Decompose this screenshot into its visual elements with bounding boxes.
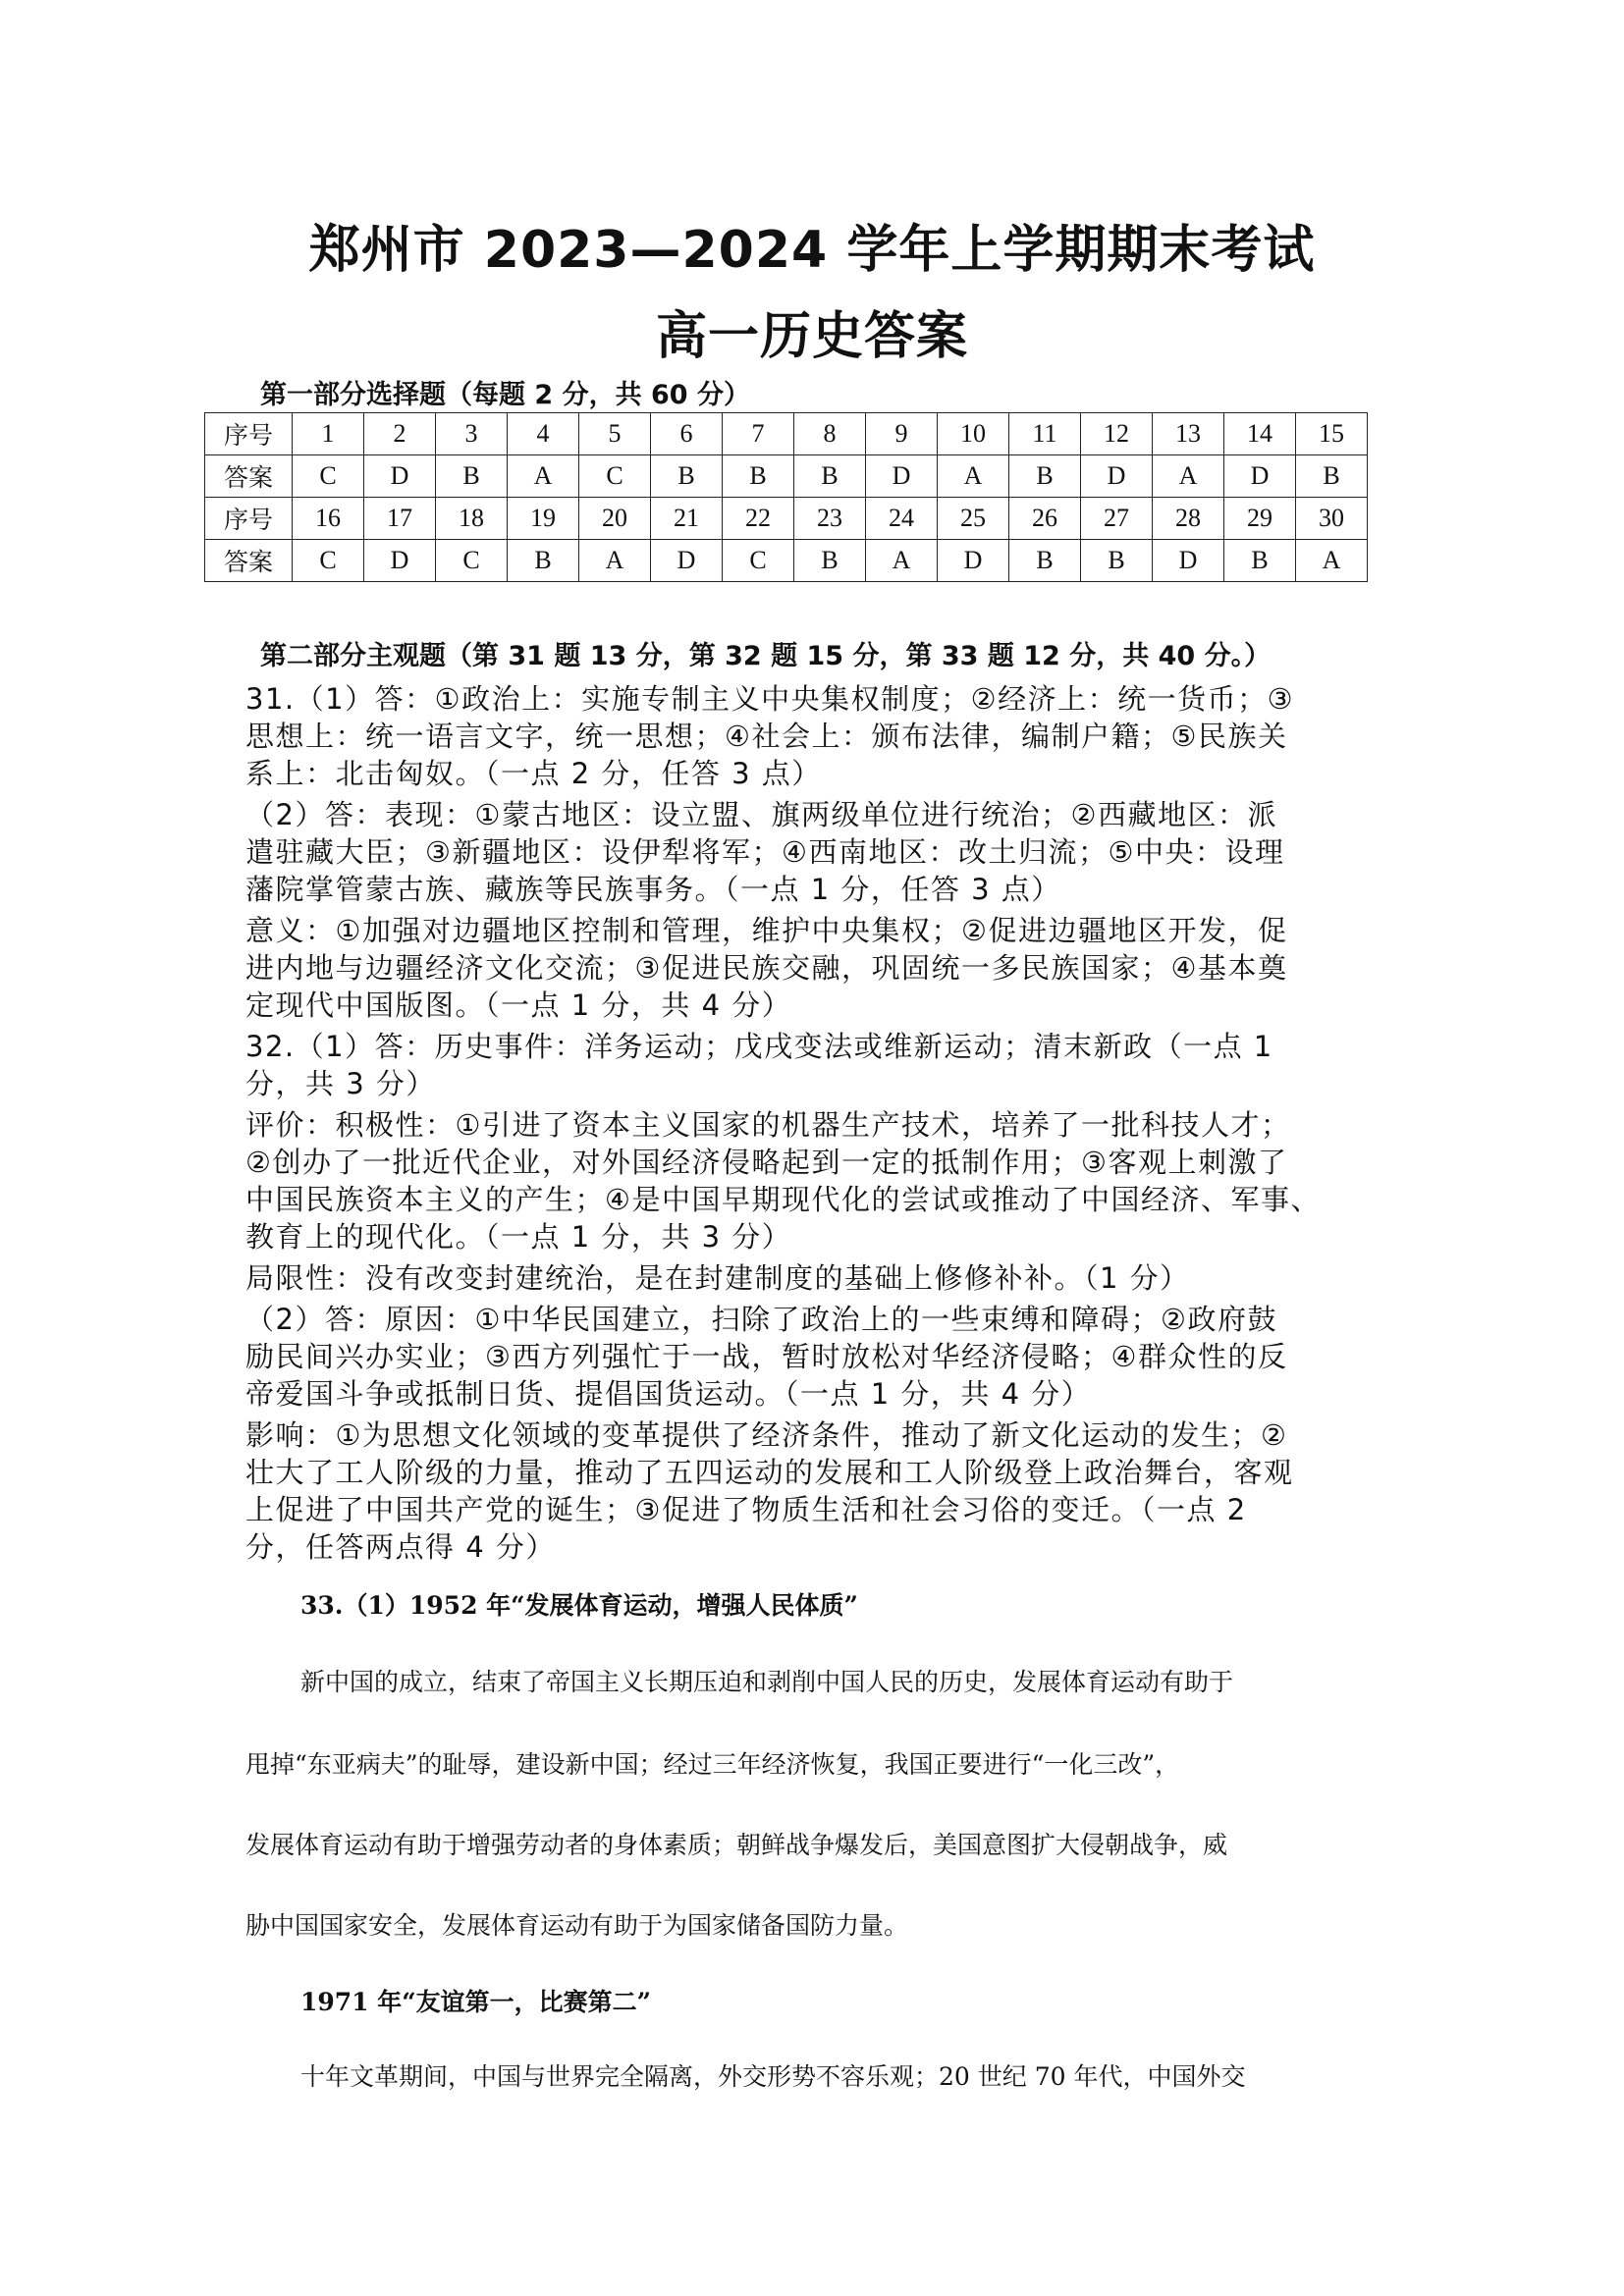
question-number-cell: 5 [579, 413, 651, 455]
question-number-cell: 24 [866, 498, 938, 540]
question-number-cell: 11 [1009, 413, 1081, 455]
answer-line: 分，共 3 分） [245, 1067, 436, 1100]
exam-subtitle: 高一历史答案 [655, 307, 968, 366]
answer-cell: B [1081, 540, 1153, 582]
answer-line: 励民间兴办实业；③西方列强忙于一战，暂时放松对华经济侵略；④群众性的反 [245, 1340, 1288, 1373]
answer-cell: A [1153, 455, 1224, 498]
answer-cell: B [508, 540, 579, 582]
question-number-cell: 15 [1296, 413, 1368, 455]
answer-table [204, 412, 1368, 582]
answer-line: 31.（1）答：①政治上：实施专制主义中央集权制度；②经济上：统一货币；③ [245, 682, 1295, 716]
answer-cell: D [651, 540, 723, 582]
question-number-cell: 8 [794, 413, 866, 455]
question-number-cell: 25 [938, 498, 1009, 540]
answer-line: 遣驻藏大臣；③新疆地区：设伊犁将军；④西南地区：改土归流；⑤中央：设理 [245, 835, 1285, 869]
row-header: 序号 [205, 498, 293, 540]
question-number-cell: 28 [1153, 498, 1224, 540]
exam-title: 郑州市 2023—2024 学年上学期期末考试 [308, 221, 1316, 280]
answer-cell: B [1009, 455, 1081, 498]
q33-paragraph-line: 胁中国国家安全，发展体育运动有助于为国家储备国防力量。 [245, 1911, 909, 1940]
question-number-cell: 2 [364, 413, 436, 455]
answer-cell: A [508, 455, 579, 498]
answer-cell: D [364, 455, 436, 498]
part2-heading: 第二部分主观题（第 31 题 13 分，第 32 题 15 分，第 33 题 12 分，共 40 分。） [260, 641, 1272, 671]
q33-paragraph-line: 新中国的成立，结束了帝国主义长期压迫和剥削中国人民的历史，发展体育运动有助于 [300, 1668, 1234, 1696]
answer-cell: B [1224, 540, 1296, 582]
answer-cell: C [436, 540, 508, 582]
answer-line: ②创办了一批近代企业，对外国经济侵略起到一定的抵制作用；③客观上刺激了 [245, 1146, 1288, 1179]
question-number-cell: 17 [364, 498, 436, 540]
question-number-cell: 21 [651, 498, 723, 540]
question-number-cell: 3 [436, 413, 508, 455]
answer-cell: D [1081, 455, 1153, 498]
answer-line: （2）答：表现：①蒙古地区：设立盟、旗两级单位进行统治；②西藏地区：派 [245, 798, 1277, 831]
answer-line: 壮大了工人阶级的力量，推动了五四运动的发展和工人阶级登上政治舞台，客观 [245, 1456, 1294, 1489]
question-number-cell: 29 [1224, 498, 1296, 540]
answer-cell: D [364, 540, 436, 582]
question-number-cell: 23 [794, 498, 866, 540]
answer-line: 帝爱国斗争或抵制日货、提倡国货运动。（一点 1 分，共 4 分） [245, 1377, 1092, 1411]
answer-cell: D [866, 455, 938, 498]
q33-paragraph-line: 甩掉“东亚病夫”的耻辱，建设新中国；经过三年经济恢复，我国正要进行“一化三改”， [245, 1750, 1180, 1779]
answer-cell: A [1296, 540, 1368, 582]
question-number-cell: 13 [1153, 413, 1224, 455]
answer-line: 影响：①为思想文化领域的变革提供了经济条件，推动了新文化运动的发生；② [245, 1418, 1288, 1452]
row-header: 答案 [205, 540, 293, 582]
question-number-cell: 1 [293, 413, 364, 455]
answer-table-row [205, 413, 1368, 455]
answer-cell: B [651, 455, 723, 498]
question-number-cell: 12 [1081, 413, 1153, 455]
answer-line: 局限性：没有改变封建统治，是在封建制度的基础上修修补补。（1 分） [245, 1261, 1190, 1295]
answer-line: 系上：北击匈奴。（一点 2 分，任答 3 点） [245, 757, 822, 790]
answer-line: 定现代中国版图。（一点 1 分，共 4 分） [245, 988, 792, 1022]
answer-table-row [205, 498, 1368, 540]
answer-cell: B [723, 455, 794, 498]
question-number-cell: 27 [1081, 498, 1153, 540]
answer-line: 上促进了中国共产党的诞生；③促进了物质生活和社会习俗的变迁。（一点 2 [245, 1493, 1247, 1526]
question-number-cell: 7 [723, 413, 794, 455]
answer-cell: A [866, 540, 938, 582]
answer-cell: D [938, 540, 1009, 582]
q33-paragraph-line: 发展体育运动有助于增强劳动者的身体素质；朝鲜战争爆发后，美国意图扩大侵朝战争，威 [245, 1831, 1228, 1859]
q33-subheading: 1971 年“友谊第一，比赛第二” [300, 1988, 652, 2016]
answer-cell: B [436, 455, 508, 498]
answer-line: 中国民族资本主义的产生；④是中国早期现代化的尝试或推动了中国经济、军事、 [245, 1183, 1321, 1216]
question-number-cell: 16 [293, 498, 364, 540]
answer-cell: B [1296, 455, 1368, 498]
answer-table-row [205, 540, 1368, 582]
answer-cell: A [579, 540, 651, 582]
q33-paragraph2-line: 十年文革期间，中国与世界完全隔离，外交形势不容乐观；20 世纪 70 年代，中国外交 [300, 2062, 1246, 2091]
question-number-cell: 26 [1009, 498, 1081, 540]
answer-cell: A [938, 455, 1009, 498]
answer-cell: B [794, 455, 866, 498]
question-number-cell: 10 [938, 413, 1009, 455]
answer-line: 分，任答两点得 4 分） [245, 1530, 556, 1564]
answer-line: 教育上的现代化。（一点 1 分，共 3 分） [245, 1220, 792, 1254]
answer-line: 32.（1）答：历史事件：洋务运动；戊戌变法或维新运动；清末新政（一点 1 [245, 1030, 1273, 1063]
answer-line: 进内地与边疆经济文化交流；③促进民族交融，巩固统一多民族国家；④基本奠 [245, 951, 1288, 985]
question-number-cell: 6 [651, 413, 723, 455]
question-number-cell: 19 [508, 498, 579, 540]
answer-cell: C [579, 455, 651, 498]
answer-line: 藩院掌管蒙古族、藏族等民族事务。（一点 1 分，任答 3 点） [245, 873, 1061, 906]
question-number-cell: 18 [436, 498, 508, 540]
question-number-cell: 4 [508, 413, 579, 455]
question-number-cell: 22 [723, 498, 794, 540]
answer-cell: B [794, 540, 866, 582]
answer-line: 思想上：统一语言文字，统一思想；④社会上：颁布法律，编制户籍；⑤民族关 [245, 720, 1288, 753]
question-number-cell: 14 [1224, 413, 1296, 455]
answer-cell: C [723, 540, 794, 582]
question-number-cell: 9 [866, 413, 938, 455]
answer-line: 评价：积极性：①引进了资本主义国家的机器生产技术，培养了一批科技人才； [245, 1108, 1291, 1142]
answer-line: （2）答：原因：①中华民国建立，扫除了政治上的一些束缚和障碍；②政府鼓 [245, 1303, 1277, 1336]
answer-cell: B [1009, 540, 1081, 582]
question-number-cell: 30 [1296, 498, 1368, 540]
answer-cell: D [1153, 540, 1224, 582]
answer-cell: C [293, 455, 364, 498]
answer-line: 意义：①加强对边疆地区控制和管理，维护中央集权；②促进边疆地区开发，促 [245, 914, 1288, 947]
question-number-cell: 20 [579, 498, 651, 540]
answer-table-row [205, 455, 1368, 498]
answer-cell: D [1224, 455, 1296, 498]
part1-heading: 第一部分选择题（每题 2 分，共 60 分） [260, 380, 750, 410]
row-header: 答案 [205, 455, 293, 498]
q33-heading: 33.（1）1952 年“发展体育运动，增强人民体质” [300, 1591, 858, 1620]
answer-cell: C [293, 540, 364, 582]
row-header: 序号 [205, 413, 293, 455]
